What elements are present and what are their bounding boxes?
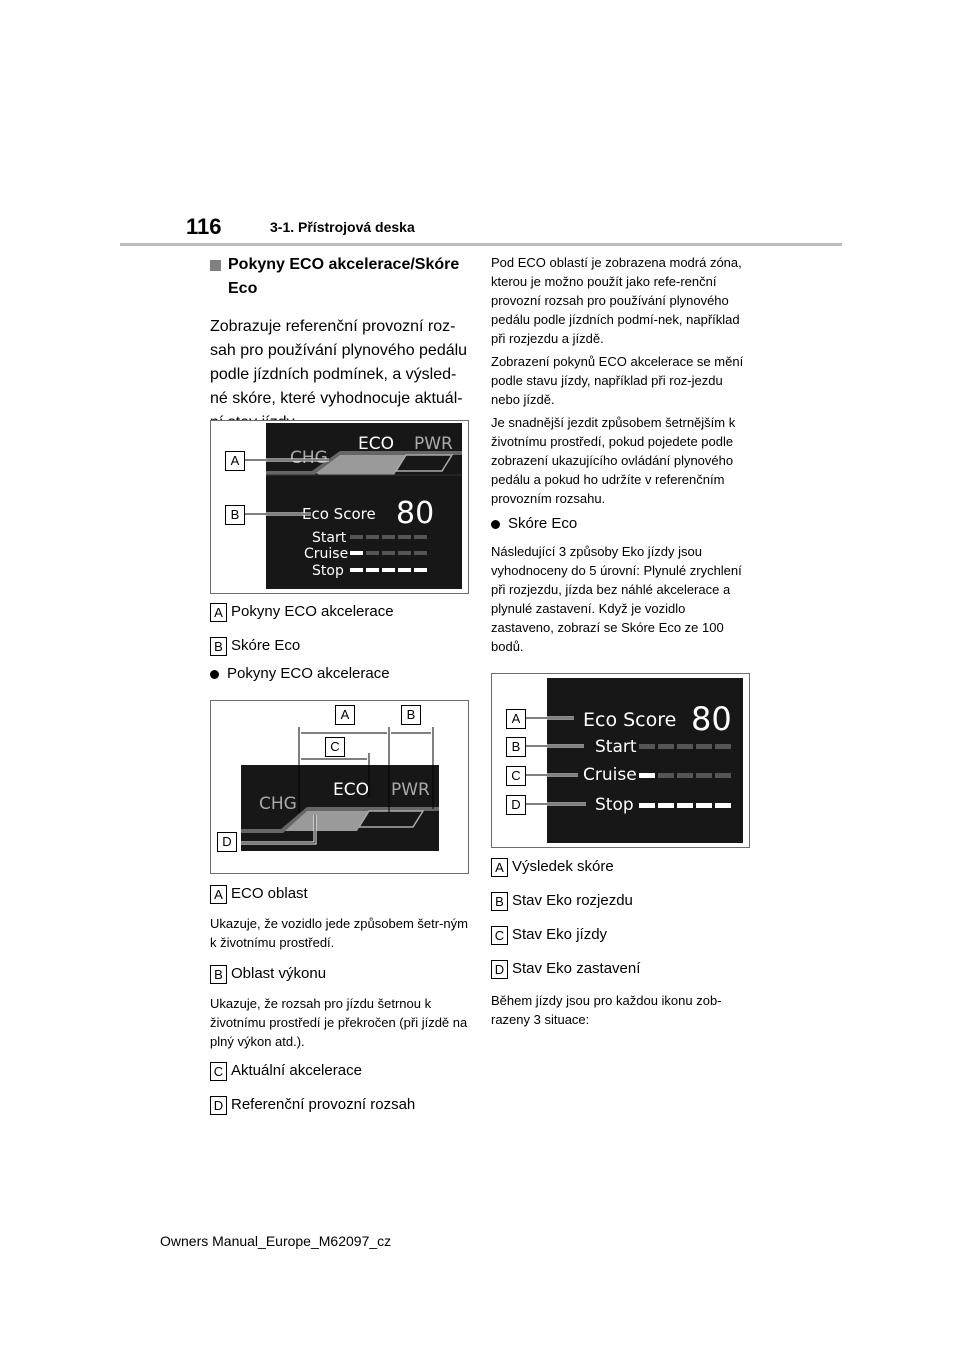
item-letter: D bbox=[210, 1096, 227, 1115]
legend-letter: A bbox=[491, 858, 508, 877]
item-letter: A bbox=[210, 885, 227, 904]
legend-letter: A bbox=[210, 603, 227, 622]
stop-label: Stop bbox=[595, 795, 634, 815]
legend-text: Výsledek skóre bbox=[512, 858, 614, 875]
guide-items bbox=[210, 884, 468, 1115]
start-label: Start bbox=[312, 530, 347, 546]
callout-b: B bbox=[506, 737, 526, 757]
bullet-eco-score bbox=[491, 514, 751, 534]
paragraph-4: Následující 3 způsoby Eko jízdy jsou vyhodnoceny do 5 úrovní: Plynulé zrychlení při rozjezdu, jízda bez náhlé akcelerace a plynulé zastavení. Když je vozidlo zastaveno, zobrazí se Skóre Eco ze 100 bodů. bbox=[491, 544, 742, 654]
figure-eco-guide-detail bbox=[210, 700, 469, 874]
legend-letter: D bbox=[491, 960, 508, 979]
footer-text: Owners Manual_Europe_M62097_cz bbox=[160, 1233, 392, 1249]
page-number: 116 bbox=[186, 214, 222, 239]
legend-d bbox=[491, 959, 751, 979]
legend-text: Stav Eko jízdy bbox=[512, 926, 608, 943]
item-c bbox=[210, 1061, 468, 1081]
pwr-label: PWR bbox=[391, 780, 430, 800]
eco-score-label: Eco Score bbox=[302, 505, 376, 523]
start-label: Start bbox=[595, 737, 637, 757]
start-level-bar bbox=[639, 744, 731, 749]
eco-score-label: Eco Score bbox=[583, 709, 677, 731]
legend-text: Stav Eko zastavení bbox=[512, 960, 641, 977]
left-column bbox=[210, 253, 468, 435]
item-title: Referenční provozní rozsah bbox=[231, 1096, 416, 1113]
bullet-dot-icon bbox=[491, 520, 500, 529]
stop-level-bar bbox=[350, 568, 427, 572]
eco-guide-graphic bbox=[266, 423, 462, 589]
item-title: Aktuální akcelerace bbox=[231, 1062, 362, 1079]
item-title: ECO oblast bbox=[231, 885, 308, 902]
score-screen bbox=[547, 678, 743, 843]
intro-paragraph: Zobrazuje referenční provozní roz-sah pro používání plynového pedálu podle jízdních podmínek, a výsled-né skóre, které vyhodnocuje aktuál- bbox=[210, 318, 468, 407]
paragraph-3: Je snadnější jezdit způsobem šetrnějším k životnímu prostředí, pokud pojedete podle zobrazení ukazujícího ovládání plynového pedálu a pokud ho udržíte v referenčním provozním rozsahu. bbox=[491, 415, 736, 506]
cruise-level-bar bbox=[639, 773, 731, 778]
legend-letter: B bbox=[491, 892, 508, 911]
chg-label: CHG bbox=[259, 794, 297, 814]
display-screen bbox=[266, 423, 462, 589]
legend-c bbox=[491, 925, 751, 945]
header-rule bbox=[120, 243, 842, 246]
callout-b: B bbox=[225, 505, 245, 525]
stop-label: Stop bbox=[312, 563, 344, 579]
eco-label: ECO bbox=[358, 434, 394, 454]
paragraph-5: Během jízdy jsou pro každou ikonu zob-razeny 3 situace: bbox=[491, 993, 722, 1027]
score-legend bbox=[491, 857, 751, 1033]
legend-text: Skóre Eco bbox=[231, 637, 301, 654]
score-graphic bbox=[547, 678, 743, 843]
heading-text: Pokyny ECO akcelerace/Skóre Eco bbox=[228, 256, 460, 297]
eco-score-value: 80 bbox=[691, 700, 732, 738]
pwr-label: PWR bbox=[414, 434, 453, 454]
bullet-text: Skóre Eco bbox=[508, 515, 578, 532]
stop-level-bar bbox=[639, 803, 731, 808]
cruise-label: Cruise bbox=[583, 765, 637, 785]
paragraph-2: Zobrazení pokynů ECO akcelerace se mění podle stavu jízdy, například při roz-jezdu nebo jízdě. bbox=[491, 354, 744, 407]
item-a-desc: Ukazuje, že vozidlo jede způsobem šetr-ným k životnímu prostředí. bbox=[210, 916, 468, 950]
legend-b bbox=[491, 891, 751, 911]
callout-a: A bbox=[335, 705, 355, 725]
bullet-dot-icon bbox=[210, 670, 219, 679]
callout-c: C bbox=[506, 766, 526, 786]
item-letter: C bbox=[210, 1062, 227, 1081]
section-title: 3-1. Přístrojová deska bbox=[270, 219, 415, 235]
bullet-eco-guide bbox=[210, 664, 390, 684]
item-letter: B bbox=[210, 965, 227, 984]
eco-score-value: 80 bbox=[396, 496, 435, 531]
cruise-level-bar bbox=[350, 551, 427, 555]
callout-a: A bbox=[506, 709, 526, 729]
legend-text: Stav Eko rozjezdu bbox=[512, 892, 633, 909]
figure-eco-score bbox=[491, 673, 750, 848]
item-title: Oblast výkonu bbox=[231, 965, 327, 982]
legend-a bbox=[210, 602, 394, 622]
callout-d: D bbox=[506, 795, 526, 815]
legend-letter: C bbox=[491, 926, 508, 945]
eco-label: ECO bbox=[333, 780, 369, 800]
item-a bbox=[210, 884, 468, 904]
callout-a: A bbox=[225, 451, 245, 471]
chg-label: CHG bbox=[290, 448, 328, 468]
bullet-text: Pokyny ECO akcelerace bbox=[227, 665, 390, 682]
guide-graphic bbox=[241, 765, 439, 851]
item-b bbox=[210, 964, 468, 984]
figure-eco-display bbox=[210, 420, 469, 594]
section-heading bbox=[210, 253, 468, 301]
callout-c: C bbox=[325, 737, 345, 757]
start-level-bar bbox=[350, 535, 427, 539]
callout-d: D bbox=[217, 832, 237, 852]
legend-a bbox=[491, 857, 751, 877]
paragraph-1: Pod ECO oblastí je zobrazena modrá zóna, kterou je možno použít jako refe-renční provozní rozsah pro používání plynového pedálu podle jízdních podmí-nek, například při rozjezdu a jízdě. bbox=[491, 255, 742, 346]
legend-text: Pokyny ECO akcelerace bbox=[231, 603, 394, 620]
item-d bbox=[210, 1095, 468, 1115]
callout-b: B bbox=[401, 705, 421, 725]
item-b-desc: Ukazuje, že rozsah pro jízdu šetrnou k životnímu prostředí je překročen (při jízdě na plný výkon atd.). bbox=[210, 996, 468, 1049]
legend-b bbox=[210, 636, 300, 656]
guide-screen bbox=[241, 765, 439, 851]
square-bullet-icon bbox=[210, 260, 221, 271]
cruise-label: Cruise bbox=[304, 546, 349, 562]
legend-letter: B bbox=[210, 637, 227, 656]
right-column bbox=[491, 253, 751, 660]
